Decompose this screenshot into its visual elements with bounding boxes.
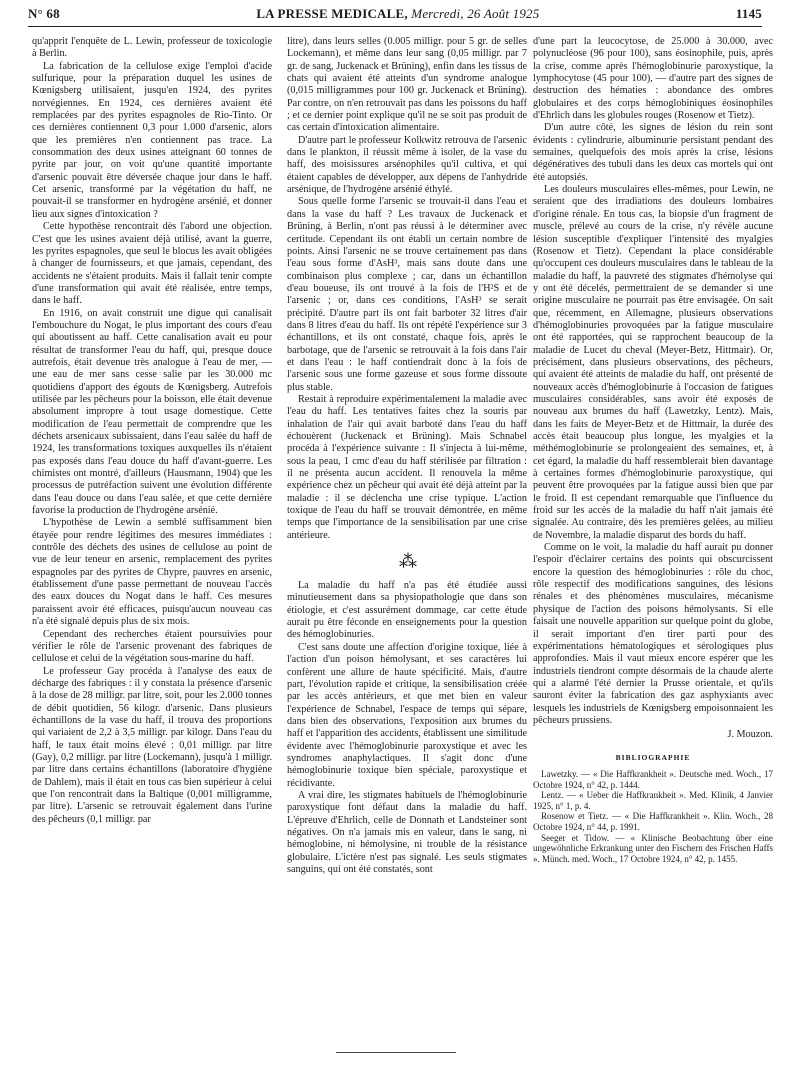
paragraph: D'autre part le professeur Kolkwitz retrouva de l'arsenic dans le plankton, il réussit même à isoler, de la vase du haff, des moisissures arsénophiles qu'il cultiva, et qui étaient capables de développer, aux dépens de l'anhydride arsénique, de l'hydrogène arsénié éthylé. bbox=[287, 134, 527, 196]
paragraph: qu'apprit l'enquête de L. Lewin, professeur de toxicologie à Berlin. bbox=[32, 36, 272, 60]
bibliography-entry: Seeger et Tidow. — « Klinische Beobachtung über eine ungewöhnliche Erkrankung unter den Fischern des Frischen Haffs ». Münch. med. Woch., 17 Octobre 1924, n° 42, p. 1455. bbox=[533, 832, 773, 864]
bibliography-entry: Rosenow et Tietz. — « Die Haffkrankheit ». Klin. Woch., 28 Octobre 1924, n° 44, p. 1991. bbox=[533, 811, 773, 832]
issue-number: N° 68 bbox=[28, 6, 60, 21]
paragraph: Cette hypothèse rencontrait dès l'abord une objection. C'est que les usines avaient déjà utilisé, avant la guerre, les pyrites espagnoles, que seul le blocus les avait obligées à changer de fournisseurs, et que jamais, cependant, des accidents ne s'étaient produits. Mais il fallait tenir compte d'une transformation qui avait été réalisée, entre temps, dans le haff. bbox=[32, 221, 272, 307]
bibliography-entry: Lawetzky. — « Die Haffkrankheit ». Deutsche med. Woch., 17 Octobre 1924, n° 42, p. 1444. bbox=[533, 768, 773, 790]
paragraph: C'est sans doute une affection d'origine toxique, liée à l'action d'un poison hémolysant, et ses caractères lui confèrent une allure de haute spécificité. Mais, d'autre part, l'évolution rapide et critique, la sensibilisation créée par les accès antérieurs, et que met bien en valeur l'expérience de Schnabel, l'espace de temps qui sépare, dans bien des observations, l'exposition aux brumes du haff et l'apparition des accidents, établissent une similitude évidente avec l'hémoglobinurie paroxystique et avec les syndromes anaphylactiques. Il s'agit donc d'une hémoglobinurie toxique bien spéciale, paroxystique et récidivante. bbox=[287, 641, 527, 789]
paragraph: L'hypothèse de Lewin a semblé suffisamment bien étayée pour rendre légitimes des mesures immédiates : contrôle des déchets des usines de cellulose au point de vue de leur teneur en arsenic, remplacement des pyrites espagnoles par des pyrites de Chypre, pauvres en arsenic, établissement d'une passe permettant de nouveau l'accès des eaux douces du Nogat dans le haff. Ces mesures paraissent avoir été efficaces, puisqu'aucun nouveau cas n'a été signalé depuis plus de six mois. bbox=[32, 517, 272, 628]
paragraph: d'une part la leucocytose, de 25.000 à 30.000, avec polynucléose (96 pour 100), sans éosinophile, puis, après la crise, comme après l'hémoglobinurie paroxystique, la lymphocytose (45 pour 100), — d'autre part des signes de destruction des hématies : abondance des ombres globulaires et des corps hémoglobiniques éosinophiles d'Ehrlich dans les globules rouges (Rosenow et Tietz). bbox=[533, 36, 773, 122]
paragraph: Restait à reproduire expérimentalement la maladie avec l'eau du haff. Les tentatives faites chez la souris par inhalation de l'air qui avait barboté dans l'eau du haff échouèrent (Juckenack et Brüning). Mais Schnabel procéda à l'expérience suivante : Il s'injecta à lui-même, sous la peau, 1 cmc d'eau du haff stérilisée par filtration : il ne présenta aucun accident. Il renouvela la même expérience chez un pêcheur qui avait été déjà atteint par la maladie : il se déclencha une crise typique. L'action toxique de l'eau du haff se trouvait démontrée, en même temps que l'importance de la sensibilisation par une crise antérieure. bbox=[287, 393, 527, 541]
paragraph: litre), dans leurs selles (0.005 milligr. pour 5 gr. de selles Lockemann), et même dans leur sang (0,05 milligr. par 7 gr. de sang, Juckenack et Brüning), enfin dans les tissus de chats qui avaient été atteints d'un syndrome analogue (0,015 milligrammes pour 100 gr. Juckenack et Brüning). Par contre, on n'en retrouvait pas dans les poissons du haff ; et ce dernier point explique qu'il ne se soit pas produit de cas certain d'intoxication alimentaire. bbox=[287, 36, 527, 134]
paragraph: A vrai dire, les stigmates habituels de l'hémoglobinurie paroxystique font défaut dans la maladie du haff. L'épreuve d'Ehrlich, celle de Donnath et Landsteiner sont négatives. On n'a jamais mis en valeur, dans le sang, ni hémoglobine, ni hémolysine, ni trouble de la résistance globulaire. L'ictère n'est pas signalé. Les seuls stigmates sanguins, qui ont été constatés, sont bbox=[287, 789, 527, 875]
paragraph: Cependant des recherches étaient poursuivies pour vérifier le rôle de l'arsenic provenant des fabriques de cellulose et celui de la végétation sous-marine du haff. bbox=[32, 628, 272, 665]
paragraph: Le professeur Gay procéda à l'analyse des eaux de décharge des fabriques : il y constata la présence d'arsenic à la dose de 28 milligr. par litre, soit, pour les 2.000 tonnes de débit quotidien, 56 kilogr. d'arsenic. Dans plusieurs échantillons de la vase du haff, il trouva des proportions qui variaient de 2,2 à 3,5 milligr. par kilogr. Dans l'eau du haff, le taux était moins élevé : 0,01 milligr. par litre (Gay), 0,2 milligr. par litre (Lockemann), jusqu'à 1 milligr. par litre dans certains échantillons (laboratoire d'hygiène de Dahlem), mais il était en tous cas bien supérieur à celui que l'on rencontrait dans la Baltique (0,001 milligramme, par litre). L'arsenic se retrouvait également dans l'urine des pêcheurs (0,1 milligr. par bbox=[32, 665, 272, 825]
paragraph: La maladie du haff n'a pas été étudiée aussi minutieusement dans sa physiopathologie que dans son étiologie, et c'est assurément dommage, car cette étude aurait pu être féconde en enseignements pour la question des hémoglobinuries. bbox=[287, 580, 527, 641]
header-rule bbox=[28, 26, 762, 27]
column-1 bbox=[32, 36, 272, 1036]
paragraph: En 1916, on avait construit une digue qui canalisait l'embouchure du Nogat, le plus important des cours d'eau qui aboutissent au haff. Cette canalisation avait eu pour résultat de transformer l'eau du haff, qui, presque douce autrefois, était devenue très analogue à l'eau de mer, — une eau de mer sans cesse salie par les 30.000 mc quotidiens d'apport des égouts de Kœnigsberg. Autrefois utilisée par les pêcheurs pour la boisson, elle était devenue absolument impropre à tout usage domestique. Cette modification de l'eau permettait de comprendre que les déchets arsenicaux subissaient, dans l'eau salée du haff de 1924, les transformations toxiques auxquelles ils n'étaient pas exposés dans l'eau douce du haff d'avant-guerre. Les chimistes ont montré, d'ailleurs (Hausmann, 1904) que les processus de putréfaction suivent une évolution différente dans l'eau douce ou dans l'eau salée, et que cette dernière favorise la production de l'hydrogène arsénié. bbox=[32, 307, 272, 517]
journal-masthead bbox=[256, 6, 539, 22]
section-separator: ⁂ bbox=[399, 551, 415, 572]
paragraph: La fabrication de la cellulose exige l'emploi d'acide sulfurique, pour la préparation duquel les usines de Kœnigsberg utilisaient, jusqu'en 1924, des pyrites norvégiennes. En 1924, ces dernières avaient été remplacées par des pyrites espagnoles de Rio-Tinto. Or ces dernières contiennent 0,3 pour 1.000 d'arsenic, alors que les premières n'en contiennent pas trace. La consommation des deux usines atteignant 60 tonnes de pyrite par jour, on voit qu'une quantité importante d'arsenic pouvait être déversée chaque jour dans le haff. Cet arsenic, transformé par la végétation du haff, ne pouvait-il se transformer en hydrogène arsénié, et donner lieu aux signes d'intoxication ? bbox=[32, 60, 272, 220]
paragraph: Les douleurs musculaires elles-mêmes, pour Lewin, ne seraient que des irradiations des douleurs lombaires d'origine rénale. En tous cas, la biopsie d'un fragment de muscle, prélevé au cours de la crise, n'y révèle aucune lésion susceptible d'expliquer l'intensité des myalgies (Rosenow et Tietz). Cependant la place considérable qu'occupent ces douleurs musculaires dans le tableau de la maladie du haff, la pauvreté des stigmates d'hémolyse qui y ont été décelés, permettraient de se demander si une origine musculaire ne pourrait pas être envisagée. On sait que, récemment, en Allemagne, plusieurs observations d'hémoglobinuries provoquées par la fatigue musculaire ont été rapportées, qui se rapprochent beaucoup de la maladie de Lucet du cheval (Meyer-Betz, Hittmair). Or, précisément, dans plusieurs observations, des pêcheurs, qui avaient été atteints de maladie du haff, ont présenté de nouveaux accès d'hémoglobinurie à l'occasion de fatigues musculaires considérables, sans avoir été exposés de nouveau aux brumes du haff (Lawetzky, Lentz). Mais, dans les faits de Meyer-Betz et de Hittmair, la durée des accès était beaucoup plus longue, les myalgies et la méthémoglobinurie se prolongeaient des semaines, et, à cet égard, la maladie du haff ressemblerait bien davantage à certaines formes d'hémoglobinurie paroxystique, qui peuvent être provoquées par la fatigue aussi bien que par le froid. Il est cependant remarquable que l'influence du froid sur les accès de la maladie du haff n'ait jamais été signalée. Au contraire, dès les premières gelées, au milieu de Novembre, la maladie disparut des bords du haff. bbox=[533, 184, 773, 541]
bibliography-entry: Lentz. — « Ueber die Haffkrankheit ». Med. Klinik, 4 Janvier 1925, n° 1, p. 4. bbox=[533, 790, 773, 811]
author-signature: J. Mouzon. bbox=[727, 729, 773, 741]
paragraph: Sous quelle forme l'arsenic se trouvait-il dans l'eau et dans la vase du haff ? Les travaux de Juckenack et Brüning, à Berlin, n'ont pas réussi à le déterminer avec certitude. Cependant ils ont établi un certain nombre de points. Ainsi l'arsenic ne se trouve certainement pas dans l'eau sous forme d'AsH³, mais sans doute dans une combinaison plus complexe ; car, dans un échantillon d'eau boueuse, ils ont trouvé à la fois de l'H²S et de l'arsenic ; or, dans ces conditions, l'AsH³ se serait précipité. D'autre part ils ont fait barboter 32 litres d'air dans 8 litres d'eau du haff. Ils ont répété l'expérience sur 3 échantillons, et ils ont constaté, chaque fois, après le barbotage, que de l'arsenic se retrouvait à la fois dans l'air et dans l'eau : le haff contiendrait donc à la fois de l'arsenic sous une forme gazeuse et sous forme dissoute plus stable. bbox=[287, 196, 527, 393]
paragraph: Comme on le voit, la maladie du haff aurait pu donner l'espoir d'éclairer certains des points qui obscurcissent encore la question des hémoglobinuries : rôle du choc, rôle respectif des modifications sanguines, des lésions rénales et des phénomènes musculaires, mécanisme physique de l'action des poisons hémolysants. Si elle faisait une nouvelle apparition sur quelque point du globe, il serait important d'en tirer parti pour des expérimentations hématologiques et sérologiques plus approfondies. Mais il vaut mieux encore espérer que les industriels tiendront compte désormais de la chaude alerte qui a alarmé l'été dernier la Prusse orientale, et qu'ils sauront éviter la fabrication des gaz asphyxiants avec lesquels les industriels de Kœnigsberg empoisonnaient les pêcheurs prussiens. bbox=[533, 542, 773, 726]
bibliography bbox=[533, 769, 773, 864]
end-rule bbox=[336, 1052, 456, 1053]
issue-date: Mercredi, 26 Août 1925 bbox=[407, 6, 540, 21]
paragraph: D'un autre côté, les signes de lésion du rein sont évidents : cylindrurie, albuminurie persistant pendant des semaines, quelquefois des mois après la crise, lésions dégénératives des tubuli dans les deux cas mortels qui ont été autopsiés. bbox=[533, 122, 773, 183]
page-number: 1145 bbox=[735, 6, 762, 21]
column-2 bbox=[287, 36, 527, 1036]
page-header bbox=[28, 6, 762, 26]
bibliography-title: BIBLIOGRAPHIE bbox=[615, 752, 691, 762]
journal-title: LA PRESSE MEDICALE, bbox=[256, 6, 408, 21]
column-3 bbox=[533, 36, 773, 1036]
